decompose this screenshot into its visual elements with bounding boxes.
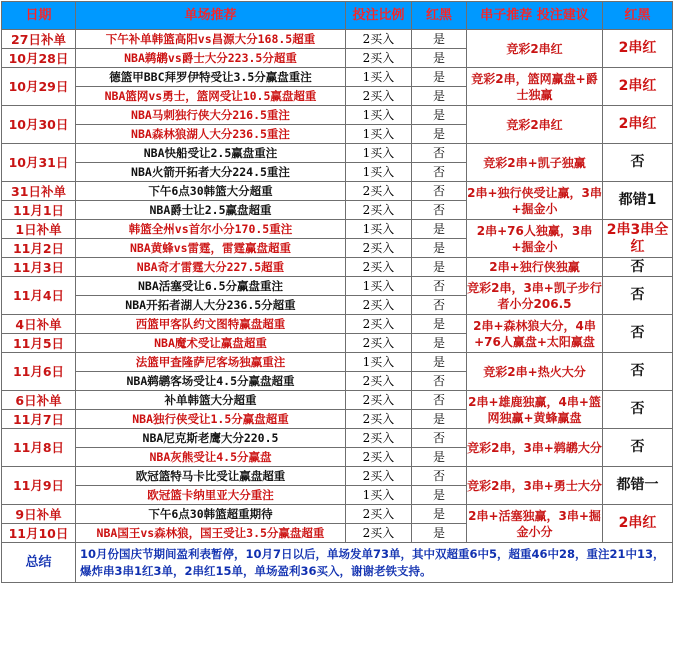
table-row bbox=[2, 30, 673, 49]
row-recommend: NBA鹈鹕vs爵士大分223.5分超重 bbox=[76, 49, 346, 68]
combo-cell: 2串+76人独赢，3串+掘金小 bbox=[467, 220, 603, 258]
row-hong-hei: 是 bbox=[412, 353, 467, 372]
table-row bbox=[2, 429, 673, 448]
row-hong-hei: 是 bbox=[412, 239, 467, 258]
row-hong-hei: 否 bbox=[412, 372, 467, 391]
row-date: 9日补单 bbox=[2, 505, 76, 524]
table-row bbox=[2, 258, 673, 277]
header-ratio: 投注比例 bbox=[346, 2, 412, 30]
row-date: 10月28日 bbox=[2, 49, 76, 68]
betting-record-table bbox=[1, 1, 673, 583]
row-hong-hei: 否 bbox=[412, 467, 467, 486]
row-ratio: 1买入 bbox=[346, 353, 412, 372]
combo-cell: 2串+独行侠独赢 bbox=[467, 258, 603, 277]
row-recommend: NBA快船受让2.5赢盘重注 bbox=[76, 144, 346, 163]
row-date: 11月1日 bbox=[2, 201, 76, 220]
row-date: 27日补单 bbox=[2, 30, 76, 49]
combo-result: 否 bbox=[603, 353, 673, 391]
row-ratio: 1买入 bbox=[346, 220, 412, 239]
row-ratio: 1买入 bbox=[346, 106, 412, 125]
row-recommend: NBA独行侠受让1.5分赢盘超重 bbox=[76, 410, 346, 429]
row-ratio: 2买入 bbox=[346, 30, 412, 49]
row-date: 11月7日 bbox=[2, 410, 76, 429]
table-row bbox=[2, 220, 673, 239]
row-date: 11月6日 bbox=[2, 353, 76, 391]
combo-cell: 2串+活塞独赢，3串+掘金小分 bbox=[467, 505, 603, 543]
combo-cell: 竞彩2串红 bbox=[467, 30, 603, 68]
row-ratio: 1买入 bbox=[346, 125, 412, 144]
row-hong-hei: 否 bbox=[412, 182, 467, 201]
combo-result: 2串红 bbox=[603, 106, 673, 144]
row-date: 10月31日 bbox=[2, 144, 76, 182]
row-recommend: 欧冠篮卡纳里亚大分重注 bbox=[76, 486, 346, 505]
combo-result: 2串红 bbox=[603, 68, 673, 106]
combo-cell: 竞彩2串+热火大分 bbox=[467, 353, 603, 391]
header-date: 日期 bbox=[2, 2, 76, 30]
row-ratio: 1买入 bbox=[346, 163, 412, 182]
row-ratio: 2买入 bbox=[346, 334, 412, 353]
row-ratio: 2买入 bbox=[346, 429, 412, 448]
combo-result: 否 bbox=[603, 277, 673, 315]
row-hong-hei: 是 bbox=[412, 106, 467, 125]
row-hong-hei: 是 bbox=[412, 87, 467, 106]
row-hong-hei: 是 bbox=[412, 448, 467, 467]
row-hong-hei: 否 bbox=[412, 163, 467, 182]
row-recommend: NBA活塞受让6.5分赢盘重注 bbox=[76, 277, 346, 296]
row-ratio: 2买入 bbox=[346, 87, 412, 106]
row-recommend: NBA开拓者湖人大分236.5分超重 bbox=[76, 296, 346, 315]
row-ratio: 2买入 bbox=[346, 448, 412, 467]
row-ratio: 2买入 bbox=[346, 505, 412, 524]
header-hong-hei: 红黑 bbox=[412, 2, 467, 30]
row-hong-hei: 是 bbox=[412, 258, 467, 277]
table-row bbox=[2, 391, 673, 410]
summary-text: 10月份国庆节期间盈利表暂停，10月7日以后，单场发单73单，其中双超重6中5，超重46中28，重注21中13，爆炸串3串1红3单，2串红15单，单场盈利36买入，谢谢老铁支持。 bbox=[76, 543, 673, 583]
combo-result: 否 bbox=[603, 315, 673, 353]
row-ratio: 2买入 bbox=[346, 372, 412, 391]
row-recommend: NBA黄蜂vs雷霆，雷霆赢盘超重 bbox=[76, 239, 346, 258]
row-hong-hei: 是 bbox=[412, 125, 467, 144]
header-advice: 投注建议 bbox=[536, 8, 589, 23]
row-recommend: 欧冠篮特马卡比受让赢盘超重 bbox=[76, 467, 346, 486]
row-date: 10月30日 bbox=[2, 106, 76, 144]
combo-cell: 2串+雄鹿独赢，4串+篮网独赢+黄蜂赢盘 bbox=[467, 391, 603, 429]
table-row bbox=[2, 353, 673, 372]
row-hong-hei: 否 bbox=[412, 391, 467, 410]
row-hong-hei: 是 bbox=[412, 30, 467, 49]
row-hong-hei: 否 bbox=[412, 144, 467, 163]
summary-row bbox=[2, 543, 673, 583]
row-ratio: 2买入 bbox=[346, 49, 412, 68]
row-recommend: NBA鹈鹕客场受让4.5分赢盘超重 bbox=[76, 372, 346, 391]
row-ratio: 1买入 bbox=[346, 144, 412, 163]
row-recommend: NBA篮网vs勇士，篮网受让10.5赢盘超重 bbox=[76, 87, 346, 106]
table-row bbox=[2, 68, 673, 87]
header-row bbox=[2, 2, 673, 30]
table-row bbox=[2, 182, 673, 201]
row-hong-hei: 是 bbox=[412, 315, 467, 334]
row-recommend: 韩篮全州vs首尔小分170.5重注 bbox=[76, 220, 346, 239]
row-hong-hei: 是 bbox=[412, 486, 467, 505]
row-recommend: NBA马刺独行侠大分216.5重注 bbox=[76, 106, 346, 125]
row-recommend: NBA魔术受让赢盘超重 bbox=[76, 334, 346, 353]
table-row bbox=[2, 505, 673, 524]
combo-cell: 竞彩2串，3串+勇士大分 bbox=[467, 467, 603, 505]
combo-cell: 竞彩2串，篮网赢盘+爵士独赢 bbox=[467, 68, 603, 106]
row-recommend: 西篮甲客队约文图特赢盘超重 bbox=[76, 315, 346, 334]
row-date: 11月10日 bbox=[2, 524, 76, 543]
row-ratio: 2买入 bbox=[346, 410, 412, 429]
row-hong-hei: 是 bbox=[412, 49, 467, 68]
row-date: 11月5日 bbox=[2, 334, 76, 353]
row-date: 11月2日 bbox=[2, 239, 76, 258]
row-ratio: 2买入 bbox=[346, 315, 412, 334]
table-row bbox=[2, 467, 673, 486]
row-recommend: NBA尼克斯老鹰大分220.5 bbox=[76, 429, 346, 448]
table-row bbox=[2, 277, 673, 296]
row-recommend: NBA火箭开拓者大分224.5重注 bbox=[76, 163, 346, 182]
row-date: 11月4日 bbox=[2, 277, 76, 315]
row-recommend: 下午6点30韩篮超重期待 bbox=[76, 505, 346, 524]
row-recommend: 补单韩篮大分超重 bbox=[76, 391, 346, 410]
row-ratio: 2买入 bbox=[346, 524, 412, 543]
combo-cell: 2串+森林狼大分，4串+76人赢盘+太阳赢盘 bbox=[467, 315, 603, 353]
row-ratio: 1买入 bbox=[346, 277, 412, 296]
row-date: 6日补单 bbox=[2, 391, 76, 410]
row-recommend: 下午补单韩篮高阳vs昌源大分168.5超重 bbox=[76, 30, 346, 49]
row-ratio: 1买入 bbox=[346, 68, 412, 87]
combo-cell: 竞彩2串，3串+鹈鹕大分 bbox=[467, 429, 603, 467]
row-hong-hei: 否 bbox=[412, 429, 467, 448]
row-date: 31日补单 bbox=[2, 182, 76, 201]
summary-label: 总结 bbox=[2, 543, 76, 583]
table-row bbox=[2, 106, 673, 125]
row-ratio: 2买入 bbox=[346, 239, 412, 258]
combo-result: 2串红 bbox=[603, 505, 673, 543]
row-ratio: 1买入 bbox=[346, 486, 412, 505]
row-hong-hei: 是 bbox=[412, 68, 467, 87]
combo-result: 否 bbox=[603, 429, 673, 467]
row-ratio: 2买入 bbox=[346, 258, 412, 277]
combo-result: 2串3串全红 bbox=[603, 220, 673, 258]
table-row bbox=[2, 144, 673, 163]
combo-result: 2串红 bbox=[603, 30, 673, 68]
combo-result: 否 bbox=[603, 144, 673, 182]
row-date: 10月29日 bbox=[2, 68, 76, 106]
combo-result: 都错一 bbox=[603, 467, 673, 505]
row-hong-hei: 是 bbox=[412, 334, 467, 353]
combo-result: 都错1 bbox=[603, 182, 673, 220]
row-hong-hei: 是 bbox=[412, 505, 467, 524]
row-recommend: NBA爵士让2.5赢盘超重 bbox=[76, 201, 346, 220]
row-recommend: 下午6点30韩篮大分超重 bbox=[76, 182, 346, 201]
row-ratio: 2买入 bbox=[346, 201, 412, 220]
row-hong-hei: 否 bbox=[412, 277, 467, 296]
row-ratio: 2买入 bbox=[346, 391, 412, 410]
row-date: 11月9日 bbox=[2, 467, 76, 505]
row-ratio: 2买入 bbox=[346, 467, 412, 486]
header-combo-advice bbox=[467, 2, 603, 30]
row-recommend: 法篮甲查隆萨尼客场独赢重注 bbox=[76, 353, 346, 372]
header-combo: 串子推荐 bbox=[480, 8, 533, 23]
row-date: 11月3日 bbox=[2, 258, 76, 277]
combo-cell: 竞彩2串，3串+凯子步行者小分206.5 bbox=[467, 277, 603, 315]
row-hong-hei: 否 bbox=[412, 201, 467, 220]
row-recommend: NBA国王vs森林狼，国王受让3.5分赢盘超重 bbox=[76, 524, 346, 543]
row-hong-hei: 是 bbox=[412, 524, 467, 543]
row-date: 11月8日 bbox=[2, 429, 76, 467]
row-recommend: NBA奇才雷霆大分227.5超重 bbox=[76, 258, 346, 277]
combo-cell: 竞彩2串红 bbox=[467, 106, 603, 144]
row-recommend: NBA灰熊受让4.5分赢盘 bbox=[76, 448, 346, 467]
row-recommend: 德篮甲BBC拜罗伊特受让3.5分赢盘重注 bbox=[76, 68, 346, 87]
combo-result: 否 bbox=[603, 391, 673, 429]
combo-cell: 2串+独行侠受让赢，3串+掘金小 bbox=[467, 182, 603, 220]
row-ratio: 2买入 bbox=[346, 182, 412, 201]
betting-record-sheet bbox=[1, 1, 672, 643]
row-hong-hei: 是 bbox=[412, 410, 467, 429]
header-result: 红黑 bbox=[603, 2, 673, 30]
row-recommend: NBA森林狼湖人大分236.5重注 bbox=[76, 125, 346, 144]
table-row bbox=[2, 315, 673, 334]
row-date: 1日补单 bbox=[2, 220, 76, 239]
combo-cell: 竞彩2串+凯子独赢 bbox=[467, 144, 603, 182]
combo-result: 否 bbox=[603, 258, 673, 277]
row-ratio: 2买入 bbox=[346, 296, 412, 315]
row-date: 4日补单 bbox=[2, 315, 76, 334]
header-recommend: 单场推荐 bbox=[76, 2, 346, 30]
row-hong-hei: 否 bbox=[412, 296, 467, 315]
row-hong-hei: 是 bbox=[412, 220, 467, 239]
